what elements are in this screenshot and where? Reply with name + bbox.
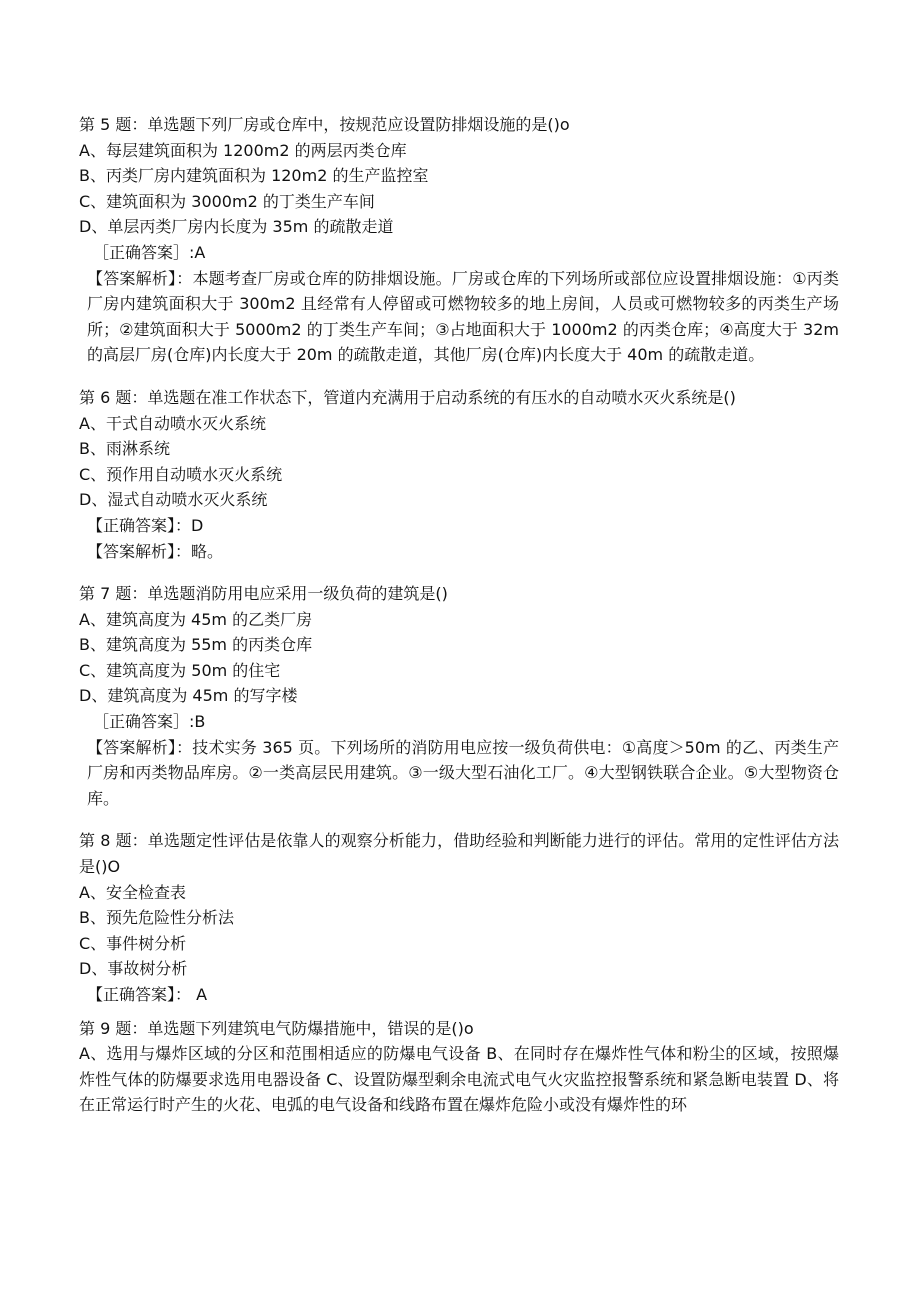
question-stem: 第 9 题：单选题下列建筑电气防爆措施中，错误的是()o (79, 1018, 474, 1038)
option-d: D、湿式自动喷水灭火系统 (79, 490, 268, 510)
option-a: A、安全检查表 (79, 882, 186, 902)
option-c: C、建筑面积为 3000m2 的丁类生产车间 (79, 191, 375, 211)
correct-answer: ［正确答案］:A (93, 242, 206, 262)
question-6 (79, 385, 839, 564)
option-d: D、单层丙类厂房内长度为 35m 的疏散走道 (79, 217, 394, 237)
option-a: A、建筑高度为 45m 的乙类厂房 (79, 609, 313, 629)
option-b: B、建筑高度为 55m 的丙类仓库 (79, 635, 313, 655)
option-b: B、雨淋系统 (79, 439, 170, 459)
options-paragraph: A、选用与爆炸区域的分区和范围相适应的防爆电气设备 B、在同时存在爆炸性气体和粉尘的区域，按照爆炸性气体的防爆要求选用电器设备 C、设置防爆型剩余电流式电气火灾监控报警系统和紧急断电装置 D、将在正常运行时产生的火花、电弧的电气设备和线路布置在爆炸危险小或没有爆炸性的环 (79, 1044, 839, 1115)
document-page (79, 112, 839, 1118)
question-stem: 第 5 题：单选题下列厂房或仓库中，按规范应设置防排烟设施的是()o (79, 115, 570, 134)
option-a: A、干式自动喷水灭火系统 (79, 413, 266, 433)
option-d: D、事故树分析 (79, 959, 188, 979)
option-c: C、事件树分析 (79, 933, 187, 953)
correct-answer: 【正确答案】：D (87, 515, 204, 535)
correct-answer: 【正确答案】： A (87, 985, 208, 1004)
question-5 (79, 112, 839, 368)
option-c: C、建筑高度为 50m 的住宅 (79, 660, 281, 680)
question-8 (79, 828, 839, 1007)
correct-answer: ［正确答案］:B (93, 712, 206, 732)
question-stem: 第 7 题：单选题消防用电应采用一级负荷的建筑是() (79, 584, 448, 604)
option-c: C、预作用自动喷水灭火系统 (79, 464, 283, 484)
question-9 (79, 1016, 839, 1118)
option-b: B、丙类厂房内建筑面积为 120m2 的生产监控室 (79, 166, 429, 186)
question-7 (79, 581, 839, 811)
answer-analysis: 【答案解析】：技术实务 365 页。下列场所的消防用电应按一级负荷供电：①高度＞50m 的乙、丙类生产厂房和丙类物品库房。②一类高层民用建筑。③一级大型石油化工厂。④大型钢铁联合企业。⑤大型物资仓库。 (87, 737, 839, 808)
option-b: B、预先危险性分析法 (79, 908, 234, 928)
option-a: A、每层建筑面积为 1200m2 的两层丙类仓库 (79, 140, 407, 160)
question-stem: 第 6 题：单选题在准工作状态下，管道内充满用于启动系统的有压水的自动喷水灭火系统是() (79, 387, 736, 407)
question-stem: 第 8 题：单选题定性评估是依靠人的观察分析能力，借助经验和判断能力进行的评估。常用的定性评估方法是()O (79, 831, 839, 877)
answer-analysis: 【答案解析】：本题考查厂房或仓库的防排烟设施。厂房或仓库的下列场所或部位应设置排烟设施：①丙类厂房内建筑面积大于 300m2 且经常有人停留或可燃物较多的地上房间，人员或可燃物较多的丙类生产场所；②建筑面积大于 5000m2 的丁类生产车间；③占地面积大于 1000m2 的丙类仓库；④高度大于 32m 的高层厂房(仓库)内长度大于 20m 的疏散走道，其他厂房(仓库)内长度大于 40m 的疏散走道。 (87, 268, 839, 365)
option-d: D、建筑高度为 45m 的写字楼 (79, 686, 298, 706)
answer-analysis: 【答案解析】：略。 (87, 541, 224, 561)
